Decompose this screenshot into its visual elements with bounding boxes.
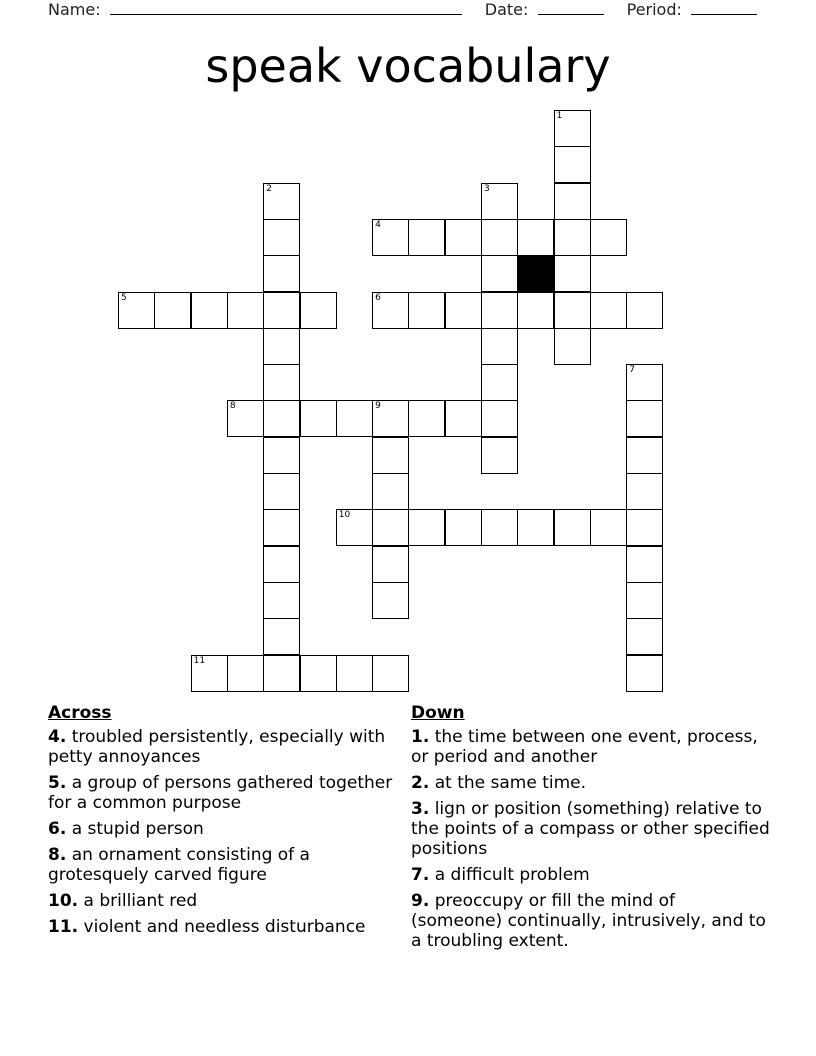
clue-text: a stupid person [71, 819, 204, 839]
grid-cell[interactable] [263, 400, 300, 437]
grid-cell[interactable] [590, 292, 627, 329]
grid-cell[interactable] [372, 509, 409, 546]
grid-cell[interactable] [626, 437, 663, 474]
clue-text: at the same time. [434, 773, 587, 793]
grid-cell[interactable] [408, 509, 445, 546]
grid-cell[interactable] [626, 655, 663, 692]
clue-text: lign or position (something) relative to the points of a compass or other specified positions [411, 799, 770, 859]
grid-cell[interactable] [408, 292, 445, 329]
clue-number: 6. [48, 819, 67, 839]
clue-number: 11. [48, 917, 79, 937]
clue-text: a brilliant red [83, 891, 198, 911]
grid-cell[interactable] [626, 618, 663, 655]
grid-cell[interactable] [554, 183, 591, 220]
grid-cell[interactable] [227, 655, 264, 692]
grid-cell[interactable] [300, 292, 337, 329]
grid-cell[interactable] [263, 473, 300, 510]
clue-number: 9. [411, 891, 430, 911]
clue-number-label: 5 [121, 292, 127, 303]
down-clue [411, 799, 771, 859]
grid-cell[interactable] [481, 292, 518, 329]
grid-cell[interactable] [263, 509, 300, 546]
clue-text: the time between one event, process, or period and another [411, 727, 758, 767]
down-clues [411, 702, 771, 957]
grid-cell[interactable] [626, 292, 663, 329]
grid-cell[interactable] [336, 509, 373, 546]
grid-cell[interactable] [626, 509, 663, 546]
clue-number-label: 8 [229, 401, 236, 412]
clue-number: 7. [411, 865, 430, 885]
grid-cell[interactable] [263, 437, 300, 474]
clue-number-label: 10 [338, 510, 351, 521]
down-clue [411, 773, 771, 793]
across-clue [48, 773, 398, 813]
grid-cell[interactable] [227, 400, 264, 437]
name-label: Name: [48, 0, 101, 19]
grid-cell[interactable] [481, 328, 518, 365]
across-clue [48, 917, 398, 937]
grid-cell[interactable] [554, 255, 591, 292]
clue-number: 8. [48, 845, 67, 865]
grid-cell[interactable] [372, 400, 409, 437]
grid-cell[interactable] [372, 546, 409, 583]
clue-number-label: 7 [629, 365, 635, 376]
grid-cell[interactable] [263, 546, 300, 583]
grid-cell[interactable] [517, 219, 554, 256]
down-heading: Down [411, 703, 465, 723]
clue-number-label: 1 [556, 111, 563, 121]
grid-cell[interactable] [191, 655, 228, 692]
down-clue [411, 891, 771, 951]
grid-cell[interactable] [263, 292, 300, 329]
clue-number-label: 2 [266, 183, 272, 194]
grid-cell[interactable] [445, 219, 482, 256]
across-clue [48, 891, 398, 911]
black-square [517, 255, 554, 292]
clue-number-label: 4 [375, 219, 381, 230]
clue-number: 10. [48, 891, 79, 911]
grid-cell[interactable] [481, 219, 518, 256]
grid-cell[interactable] [263, 364, 300, 401]
grid-cell[interactable] [263, 328, 300, 365]
clue-number-label: 3 [484, 183, 490, 194]
clue-number-label: 11 [193, 655, 206, 666]
grid-cell[interactable] [481, 183, 518, 220]
grid-cell[interactable] [445, 509, 482, 546]
grid-cell[interactable] [481, 509, 518, 546]
clue-number: 1. [411, 727, 430, 747]
date-label: Date: [484, 0, 529, 19]
clue-text: violent and needless disturbance [83, 917, 366, 937]
clue-number: 3. [411, 799, 430, 819]
grid-cell[interactable] [554, 328, 591, 365]
grid-cell[interactable] [263, 618, 300, 655]
across-clues [48, 702, 398, 943]
period-label: Period: [626, 0, 682, 19]
grid-cell[interactable] [554, 292, 591, 329]
grid-cell[interactable] [263, 655, 300, 692]
clue-text: troubled persistently, especially with petty annoyances [48, 727, 386, 767]
across-heading: Across [48, 703, 112, 723]
grid-cell[interactable] [372, 292, 409, 329]
page-title: speak vocabulary [205, 39, 611, 93]
grid-cell[interactable] [554, 509, 591, 546]
grid-cell[interactable] [263, 255, 300, 292]
grid-cell[interactable] [263, 582, 300, 619]
grid-cell[interactable] [372, 655, 409, 692]
clue-text: a difficult problem [434, 865, 590, 885]
grid-cell[interactable] [626, 546, 663, 583]
grid-cell[interactable] [263, 219, 300, 256]
grid-cell[interactable] [517, 509, 554, 546]
clue-number: 4. [48, 727, 67, 747]
clue-number: 5. [48, 773, 67, 793]
grid-cell[interactable] [336, 400, 373, 437]
grid-cell[interactable] [554, 146, 591, 183]
grid-cell[interactable] [154, 292, 191, 329]
across-clue [48, 819, 398, 839]
across-clue [48, 727, 398, 767]
grid-cell[interactable] [445, 292, 482, 329]
grid-cell[interactable] [626, 582, 663, 619]
grid-cell[interactable] [300, 400, 337, 437]
clue-text: a group of persons gathered together for a common purpose [48, 773, 393, 813]
grid-cell[interactable] [372, 437, 409, 474]
grid-cell[interactable] [118, 292, 155, 329]
down-clue [411, 865, 771, 885]
clue-number: 2. [411, 773, 430, 793]
grid-cell[interactable] [590, 509, 627, 546]
grid-cell[interactable] [300, 655, 337, 692]
down-clue [411, 727, 771, 767]
grid-cell[interactable] [481, 437, 518, 474]
grid-cell[interactable] [227, 292, 264, 329]
grid-cell[interactable] [590, 219, 627, 256]
grid-cell[interactable] [191, 292, 228, 329]
clue-number-label: 6 [375, 292, 381, 303]
grid-cell[interactable] [481, 255, 518, 292]
grid-cell[interactable] [372, 473, 409, 510]
across-clue [48, 845, 398, 885]
grid-cell[interactable] [408, 219, 445, 256]
grid-cell[interactable] [336, 655, 373, 692]
grid-cell[interactable] [517, 292, 554, 329]
grid-cell[interactable] [263, 183, 300, 220]
grid-cell[interactable] [554, 219, 591, 256]
grid-cell[interactable] [408, 400, 445, 437]
clue-text: preoccupy or fill the mind of (someone) continually, intrusively, and to a troubling extent. [411, 891, 766, 951]
grid-cell[interactable] [445, 400, 482, 437]
grid-cell[interactable] [626, 364, 663, 401]
clue-number-label: 9 [375, 401, 381, 412]
grid-cell[interactable] [481, 400, 518, 437]
grid-cell[interactable] [372, 219, 409, 256]
grid-cell[interactable] [626, 400, 663, 437]
grid-cell[interactable] [554, 110, 591, 147]
grid-cell[interactable] [626, 473, 663, 510]
clue-text: an ornament consisting of a grotesquely carved figure [48, 845, 310, 885]
grid-cell[interactable] [372, 582, 409, 619]
grid-cell[interactable] [481, 364, 518, 401]
